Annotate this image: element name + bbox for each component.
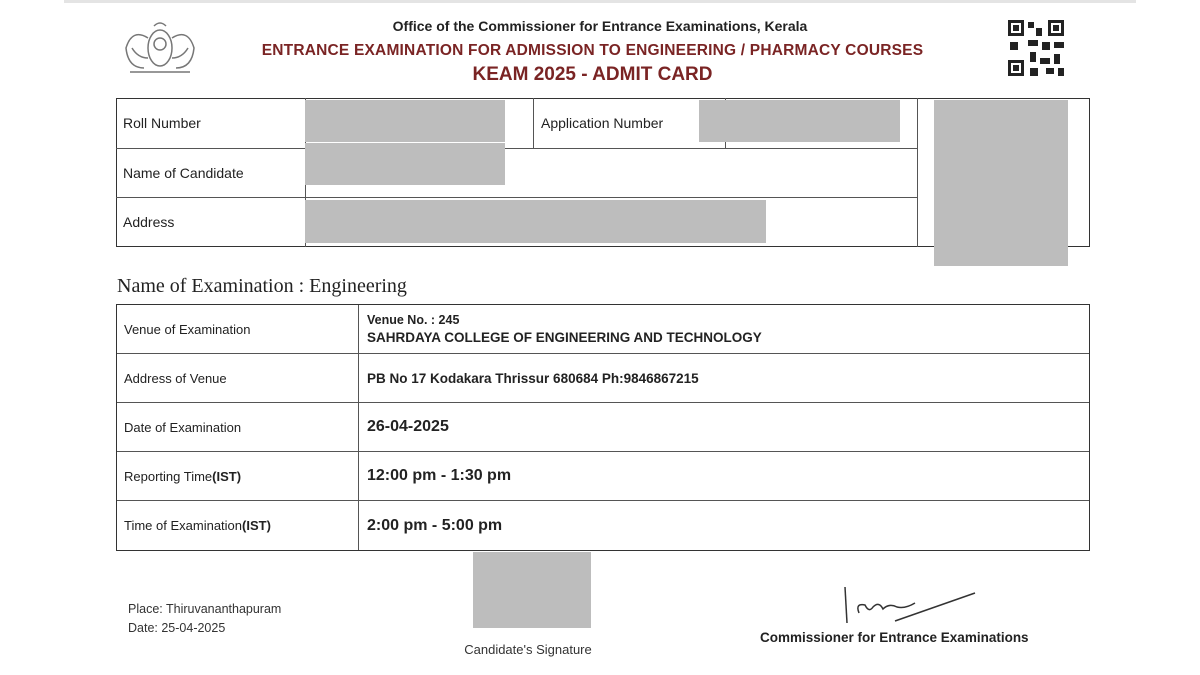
admit-card-title: KEAM 2025 - ADMIT CARD	[472, 64, 713, 85]
row-value: 12:00 pm - 1:30 pm	[367, 467, 512, 484]
row-value: 26-04-2025	[367, 418, 449, 435]
qr-code-icon	[1006, 18, 1068, 78]
row-value: 2:00 pm - 5:00 pm	[367, 516, 503, 534]
row-label: Reporting Time (IST)	[124, 468, 242, 484]
redacted-candidate-name	[305, 143, 505, 185]
candidate-signature-label: Candidate's Signature	[464, 642, 592, 657]
redacted-roll-number	[305, 100, 505, 142]
commissioner-title: Commissioner for Entrance Examinations	[760, 630, 1029, 645]
divider	[917, 98, 918, 247]
table-row	[117, 452, 1089, 501]
address-label: Address	[123, 214, 175, 230]
date-text: Date: 25-04-2025	[128, 621, 226, 635]
redacted-application-number	[699, 100, 900, 142]
row-label: Time of Examination (IST)	[124, 518, 271, 533]
table-row	[117, 501, 1089, 550]
roll-number-label: Roll Number	[123, 115, 201, 131]
row-value: Venue No. : 245 SAHRDAYA COLLEGE OF ENGINEERING AND TECHNOLOGY	[367, 313, 762, 345]
table-row	[117, 403, 1089, 452]
divider	[116, 197, 917, 198]
commissioner-signature-icon	[835, 585, 985, 630]
office-title: Office of the Commissioner for Entrance Examinations, Kerala	[392, 18, 808, 34]
candidate-name-label: Name of Candidate	[123, 164, 244, 181]
top-border	[64, 0, 1136, 3]
table-row	[117, 305, 1089, 354]
exam-title: ENTRANCE EXAMINATION FOR ADMISSION TO ENGINEERING / PHARMACY COURSES	[261, 42, 924, 59]
redacted-photo	[934, 100, 1068, 266]
row-value: PB No 17 Kodakara Thrissur 680684 Ph:9846867215	[367, 370, 699, 386]
place-text: Place: Thiruvananthapuram	[128, 602, 282, 616]
redacted-address	[305, 200, 766, 243]
row-label: Venue of Examination	[124, 321, 251, 337]
examination-name: Name of Examination : Engineering	[117, 275, 407, 297]
redacted-candidate-signature	[473, 552, 591, 628]
row-label: Date of Examination	[124, 419, 242, 435]
divider	[533, 98, 534, 148]
row-label: Address of Venue	[124, 370, 227, 386]
application-number-label: Application Number	[541, 115, 664, 131]
table-row	[117, 354, 1089, 403]
exam-details-table	[116, 304, 1090, 551]
